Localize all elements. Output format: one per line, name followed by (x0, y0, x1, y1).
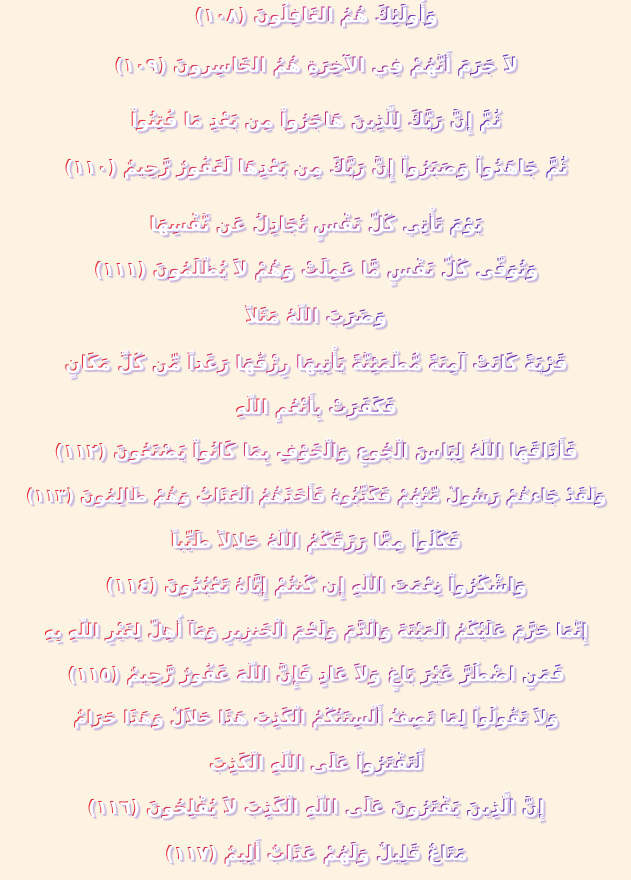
verse-text: وَتُوَفَّى كُلُّ نَفْسٍ مَّا عَمِلَتْ وَهُمْ لاَ يُظْلَمُونَ (١١١) (93, 258, 538, 280)
verse-line (0, 440, 631, 463)
verse-text: وَأُولَئِكَ هُمُ الغَافِلُونَ (١٠٨) (194, 4, 437, 26)
verse-line (0, 54, 631, 77)
verse-line (0, 156, 631, 179)
verse-text: مَتَاعٌ قَلِيلٌ وَلَهُمْ عَذَابٌ أَلِيمٌ (١١٧) (164, 842, 467, 864)
verse-line (0, 396, 631, 419)
verse-text: قَرْيَةً كَانَتْ آمِنَةً مُّطْمَئِنَّةً يَأْتِيهَا رِزْقُهَا رَغَداً مِّن كُلِّ مَكَانٍ (64, 352, 567, 374)
verse-line (0, 796, 631, 819)
verse-text: لاَ جَرَمَ أَنَّهُمْ فِي الآخِرَةِ هُمُ الخَاسِرونَ (١٠٩) (113, 54, 518, 76)
verse-line (0, 663, 631, 686)
verse-text: فَكُلُواْ مِمَّا رَزَقَكُمُ اللّهُ حَلالاً طَيِّباً (170, 530, 461, 552)
verse-text: ثُمَّ جَاهَدُواْ وَصَبَرُواْ إِنَّ رَبَّكَ مِن بَعْدِهَا لَغَفُورٌ رَّحِيمٌ (١١٠) (63, 156, 568, 178)
verse-line (0, 109, 631, 132)
verse-line (0, 574, 631, 597)
verse-line (0, 842, 631, 865)
verse-line (0, 258, 631, 281)
verse-line (0, 620, 631, 642)
verse-line (0, 486, 631, 507)
verse-line (0, 530, 631, 553)
verse-text: وَاشْكُرُواْ نِعْمَتَ اللّهِ إِن كُنتُمْ إِيَّاهُ تَعْبُدُونَ (١١٤) (104, 574, 527, 596)
verse-line (0, 4, 631, 27)
verse-text: وَضَرَبَ اللّهُ مَثَلاً (244, 305, 387, 327)
verse-text: يَوْمَ تَأْتِي كُلُّ نَفْسٍ تُجَادِلُ عَن نَّفْسِهَا (148, 213, 483, 235)
verse-text: إِنَّ الَّذِينَ يَفْتَرُونَ عَلَى اللّهِ الْكَذِبَ لاَ يُفْلِحُونَ (١١٦) (86, 796, 545, 818)
verse-text: فَمَنِ اضْطُرَّ غَيْرَ بَاغٍ وَلاَ عَادٍ فَإِنَّ اللّهَ غَفُورٌ رَّحِيمٌ (١١٥) (67, 663, 564, 685)
verse-text: لِّتَفْتَرُواْ عَلَى اللّهِ الْكَذِبَ (208, 752, 423, 774)
verse-text: فَكَفَرَتْ بِأَنْعُمِ اللّهِ (234, 396, 397, 418)
verse-text: إِنَّمَا حَرَّمَ عَلَيْكُمُ الْمَيْتَةَ وَالْدَّمَ وَلَحْمَ الْخَنزِيرِ وَمَآ أُهِلَّ لِغَيْرِ اللّهِ بِهِ (43, 620, 588, 641)
verse-text: فَأَذَاقَهَا اللّهُ لِبَاسَ الْجُوعِ وَالْخَوْفِ بِمَا كَانُواْ يَصْنَعُونَ (١١٢) (54, 440, 577, 462)
verse-line (0, 707, 631, 729)
verse-line (0, 752, 631, 775)
verse-text: وَلَقَدْ جَاءهُمْ رَسُولٌ مِّنْهُمْ فَكَذَّبُوهُ فَأَخَذَهُمُ الْعَذَابُ وَهُمْ ظَالِمُونَ (١١٣) (25, 486, 606, 506)
verse-text: ثُمَّ إِنَّ رَبَّكَ لِلَّذِينَ هَاجَرُواْ مِن بَعْدِ مَا فُتِنُواْ (130, 109, 501, 131)
verse-line (0, 305, 631, 328)
verse-line (0, 352, 631, 375)
verse-text: وَلاَ تَقُولُواْ لِمَا تَصِفُ أَلْسِنَتُكُمُ الْكَذِبَ هَذَا حَلاَلٌ وَهَذَا حَرَامٌ (72, 707, 559, 728)
verse-line (0, 213, 631, 236)
